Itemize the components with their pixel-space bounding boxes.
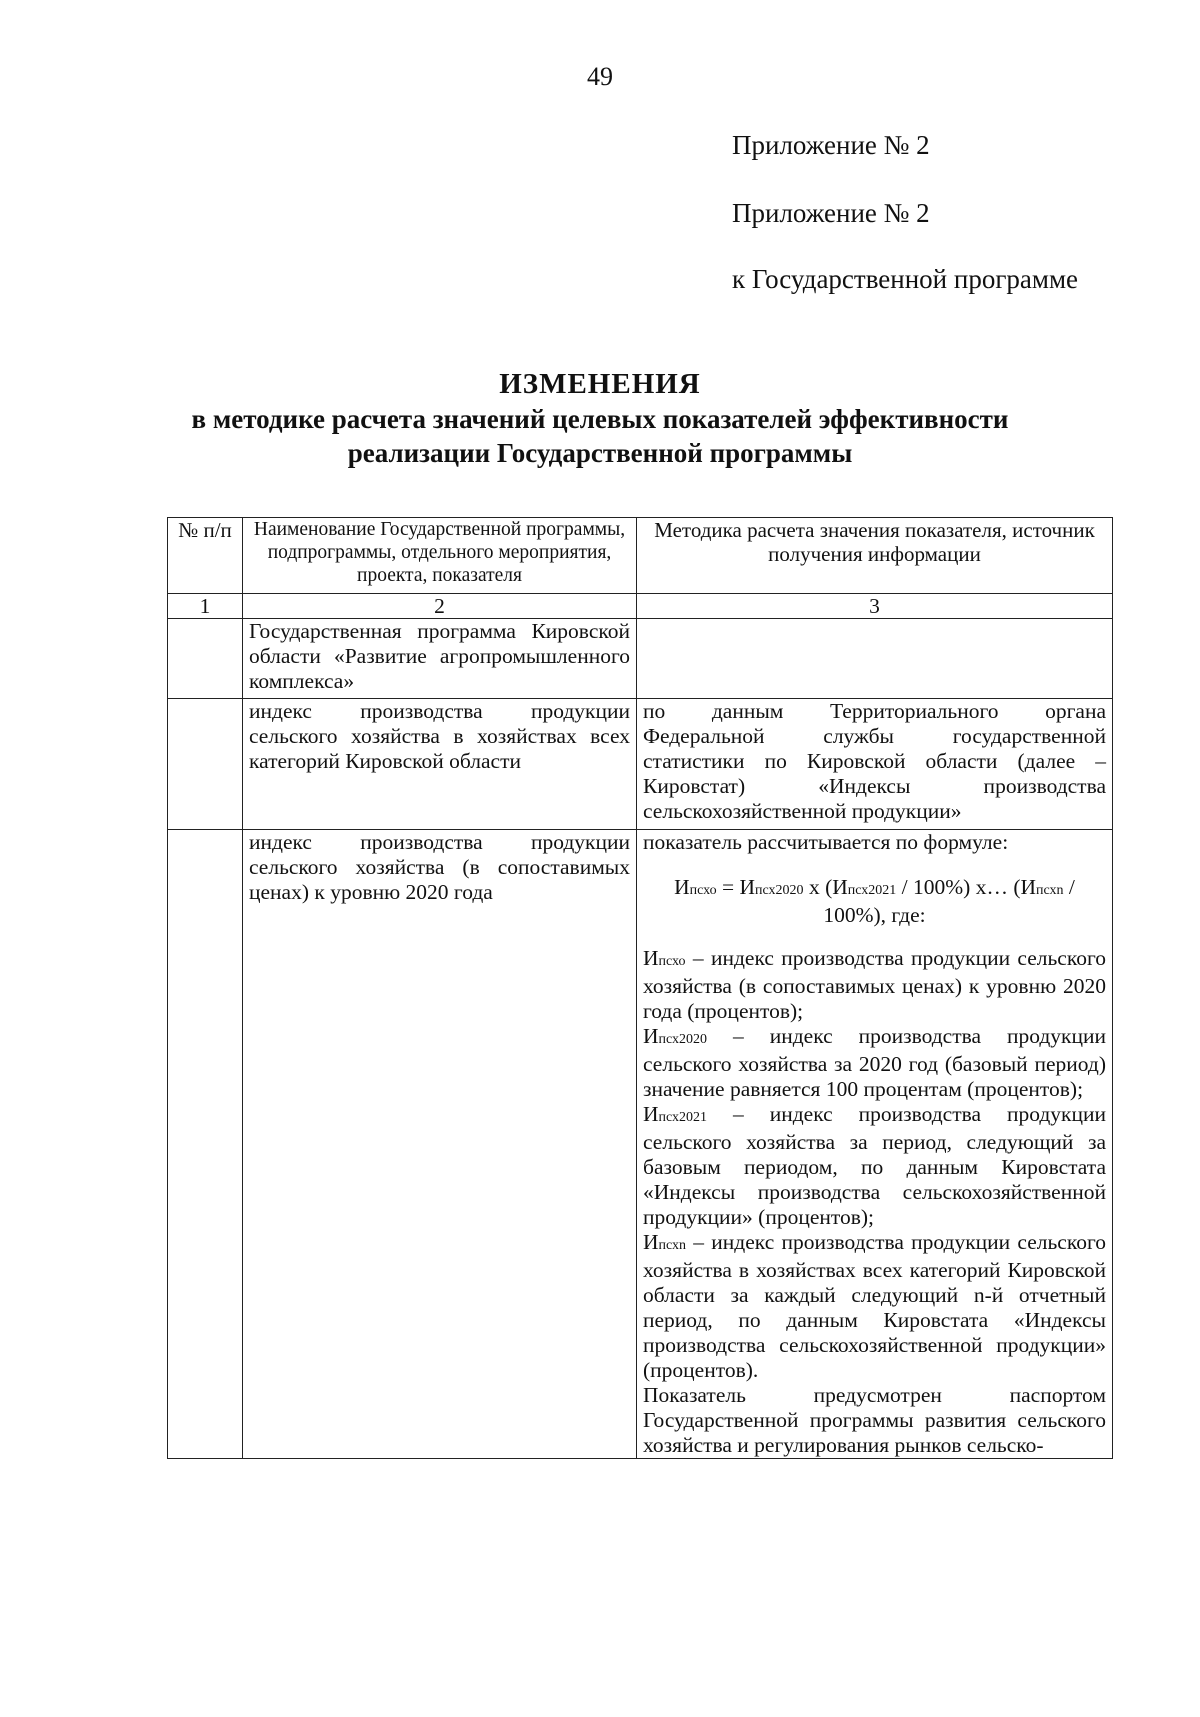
column-number-3: 3 [637, 594, 1113, 619]
definition-item: Ипсх2021 – индекс производства продукции сельского хозяйства за период, следующий за базовым периодом, по данным Кировстата «Индексы производства сельскохозяйственной продукции» (процентов); [643, 1102, 1106, 1229]
column-number-row [168, 594, 1113, 619]
appendix-label: Приложение № 2 [732, 130, 930, 160]
page-number: 49 [587, 62, 613, 91]
program-name: Государственная программа Кировской области «Развитие агропромышленного комплекса» [243, 619, 637, 699]
document-title [0, 366, 1200, 470]
appendix-label-repeat: Приложение № 2 [732, 198, 930, 228]
methodology-table [167, 517, 1113, 1459]
indicator-name: индекс производства продукции сельского хозяйства (в сопоставимых ценах) к уровню 2020 года [243, 830, 637, 1459]
row-number [168, 619, 243, 699]
column-number-2: 2 [243, 594, 637, 619]
title-line-2: реализации Государственной программы [347, 438, 853, 468]
column-number-1: 1 [168, 594, 243, 619]
header-number: № п/п [168, 518, 243, 594]
table-row [168, 699, 1113, 830]
method-intro: показатель рассчитывается по формуле: [643, 830, 1009, 854]
row-number [168, 699, 243, 830]
table-row [168, 619, 1113, 699]
program-method [637, 619, 1113, 699]
formula: Ипсхо = Ипсх2020 x (Ипсх2021 / 100%) x… (Ипсхn / 100%), где: [674, 875, 1075, 927]
closing-note: Показатель предусмотрен паспортом Государственной программы развития сельского хозяйства и регулирования рынков сельско- [643, 1383, 1106, 1457]
definition-item: Ипсхо – индекс производства продукции сельского хозяйства (в сопоставимых ценах) к уровню 2020 года (процентов); [643, 946, 1106, 1023]
appendix-target: к Государственной программе [732, 264, 1079, 294]
row-number [168, 830, 243, 1459]
header-method: Методика расчета значения показателя, источник получения информации [637, 518, 1113, 594]
header-name: Наименование Государственной программы, подпрограммы, отдельного мероприятия, проекта, показателя [243, 518, 637, 594]
table-row [168, 830, 1113, 1459]
title-line-1: в методике расчета значений целевых показателей эффективности [191, 404, 1009, 434]
indicator-name: индекс производства продукции сельского хозяйства в хозяйствах всех категорий Кировской области [243, 699, 637, 830]
title-main: ИЗМЕНЕНИЯ [499, 368, 701, 400]
definition-item: Ипсх2020 – индекс производства продукции сельского хозяйства за 2020 год (базовый период) значение равняется 100 процентам (процентов); [643, 1024, 1106, 1101]
definition-item: Ипсхn – индекс производства продукции сельского хозяйства в хозяйствах всех категорий Кировской области за каждый следующий n-й отчетный период, по данным Кировстата «Индексы производства сельскохозяйственной продукции» (процентов). [643, 1230, 1106, 1382]
indicator-method: по данным Территориального органа Федеральной службы государственной статистики по Кировской области (далее – Кировстат) «Индексы производства сельскохозяйственной продукции» [637, 699, 1113, 830]
table-header-row [168, 518, 1113, 594]
indicator-method [637, 830, 1113, 1459]
